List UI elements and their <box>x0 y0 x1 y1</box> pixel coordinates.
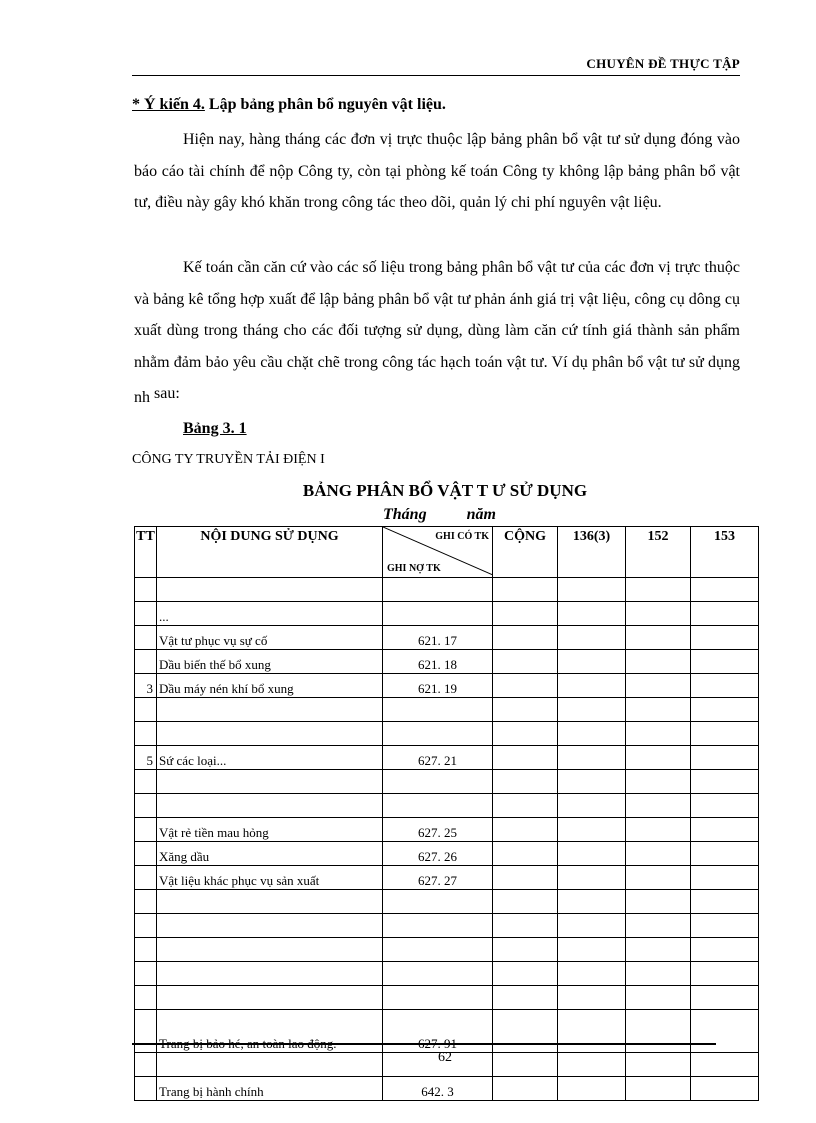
table-row <box>135 986 759 1010</box>
row-total <box>493 866 558 890</box>
row-content <box>157 938 383 962</box>
row-content: Dầu biến thế bổ xung <box>157 650 383 674</box>
row-account <box>383 578 493 602</box>
report-period <box>383 506 496 524</box>
row-tt <box>135 650 157 674</box>
row-tt <box>135 722 157 746</box>
section-marker: * Ý kiến 4. <box>132 96 205 113</box>
row-153 <box>691 962 759 986</box>
row-tt <box>135 626 157 650</box>
row-tt: 3 <box>135 674 157 698</box>
row-153 <box>691 746 759 770</box>
row-account: 621. 18 <box>383 650 493 674</box>
header-content: NỘI DUNG SỬ DỤNG <box>157 527 383 578</box>
row-total <box>493 842 558 866</box>
row-152 <box>626 770 691 794</box>
table-row <box>135 746 759 770</box>
paragraph-2-nh: nh <box>134 389 150 406</box>
row-tt <box>135 986 157 1010</box>
row-152 <box>626 626 691 650</box>
row-136-3 <box>558 626 626 650</box>
row-content: ... <box>157 602 383 626</box>
row-153 <box>691 770 759 794</box>
row-total <box>493 578 558 602</box>
row-account <box>383 770 493 794</box>
row-136-3 <box>558 986 626 1010</box>
row-136-3 <box>558 602 626 626</box>
row-content: Vật liệu khác phục vụ sản xuất <box>157 866 383 890</box>
table-row <box>135 962 759 986</box>
row-content: Vật tư phục vụ sự cố <box>157 626 383 650</box>
row-153 <box>691 794 759 818</box>
row-total <box>493 770 558 794</box>
paragraph-2-tail: sau: <box>150 385 180 402</box>
table-row <box>135 650 759 674</box>
row-153 <box>691 818 759 842</box>
row-total <box>493 674 558 698</box>
row-152 <box>626 914 691 938</box>
row-tt <box>135 1077 157 1101</box>
row-tt <box>135 602 157 626</box>
paragraph-2-text: Kế toán cần căn cứ vào các số liệu trong bảng phân bổ vật tư của các đơn vị trực thuộc và bảng kê tổng hợp xuất để lập bảng phân bổ vật tư phản ánh giá trị vật liệu, công cụ dông cụ xuất dùng trong tháng cho các đối tượng sử dụng, dùng làm căn cứ tính giá thành sản phẩm nhằm đảm bảo yêu cầu chặt chẽ trong công tác hạch toán vật tư. Ví dụ phân bổ vật tư sử dụng <box>134 259 740 371</box>
table-row <box>135 674 759 698</box>
header-153: 153 <box>691 527 759 578</box>
row-153 <box>691 578 759 602</box>
row-account: 627. 25 <box>383 818 493 842</box>
row-total <box>493 698 558 722</box>
row-total <box>493 986 558 1010</box>
row-total <box>493 962 558 986</box>
row-total <box>493 890 558 914</box>
header-account-diagonal <box>383 527 493 578</box>
row-136-3 <box>558 962 626 986</box>
row-152 <box>626 818 691 842</box>
company-name: CÔNG TY TRUYỀN TẢI ĐIỆN I <box>132 452 325 467</box>
table-header-row <box>135 527 759 578</box>
row-136-3 <box>558 818 626 842</box>
row-account <box>383 938 493 962</box>
table-row <box>135 602 759 626</box>
row-tt <box>135 962 157 986</box>
header-debit: GHI NỢ TK <box>387 563 441 574</box>
row-content <box>157 914 383 938</box>
row-total <box>493 722 558 746</box>
row-total <box>493 746 558 770</box>
row-136-3 <box>558 866 626 890</box>
row-136-3 <box>558 674 626 698</box>
row-total <box>493 794 558 818</box>
row-content <box>157 698 383 722</box>
header-credit: GHI CÓ TK <box>435 531 489 542</box>
row-total <box>493 818 558 842</box>
row-total <box>493 626 558 650</box>
row-tt: 5 <box>135 746 157 770</box>
allocation-table <box>134 526 759 1101</box>
row-account <box>383 986 493 1010</box>
row-136-3 <box>558 770 626 794</box>
row-tt <box>135 866 157 890</box>
table-row <box>135 722 759 746</box>
row-total <box>493 602 558 626</box>
row-153 <box>691 698 759 722</box>
row-152 <box>626 722 691 746</box>
row-153 <box>691 674 759 698</box>
row-content <box>157 770 383 794</box>
paragraph-1: Hiện nay, hàng tháng các đơn vị trực thuộc lập bảng phân bổ vật tư sử dụng đóng vào báo cáo tài chính để nộp Công ty, còn tại phòng kế toán Công ty không lập bảng phân bổ vật tư, điều này gây khó khăn trong công tác theo dõi, quản lý chi phí nguyên vật liệu. <box>134 131 740 211</box>
row-total <box>493 914 558 938</box>
row-content: Vật rẻ tiền mau hỏng <box>157 818 383 842</box>
row-content: Trang bị bảo hé, an toàn lao động. <box>157 1010 383 1053</box>
row-136-3 <box>558 1010 626 1053</box>
row-account <box>383 914 493 938</box>
row-136-3 <box>558 746 626 770</box>
row-136-3 <box>558 722 626 746</box>
row-tt <box>135 578 157 602</box>
header-total: CỘNG <box>493 527 558 578</box>
table-row <box>135 818 759 842</box>
row-136-3 <box>558 938 626 962</box>
row-152 <box>626 650 691 674</box>
row-153 <box>691 890 759 914</box>
row-total <box>493 1010 558 1053</box>
table-row <box>135 914 759 938</box>
header-rule <box>132 75 740 76</box>
header-136-3: 136(3) <box>558 527 626 578</box>
row-136-3 <box>558 1077 626 1101</box>
row-account <box>383 890 493 914</box>
row-tt <box>135 818 157 842</box>
page-number: 62 <box>438 1050 452 1065</box>
row-152 <box>626 674 691 698</box>
row-153 <box>691 986 759 1010</box>
row-total <box>493 1077 558 1101</box>
row-136-3 <box>558 698 626 722</box>
row-136-3 <box>558 842 626 866</box>
row-total <box>493 650 558 674</box>
row-153 <box>691 1010 759 1053</box>
row-tt <box>135 1010 157 1053</box>
row-content <box>157 986 383 1010</box>
row-account <box>383 722 493 746</box>
row-tt <box>135 890 157 914</box>
row-content <box>157 890 383 914</box>
table-row <box>135 866 759 890</box>
row-content: Dầu máy nén khí bổ xung <box>157 674 383 698</box>
row-account <box>383 794 493 818</box>
header-152: 152 <box>626 527 691 578</box>
row-152 <box>626 578 691 602</box>
row-account: 642. 3 <box>383 1077 493 1101</box>
row-136-3 <box>558 794 626 818</box>
table-row <box>135 842 759 866</box>
table-row <box>135 626 759 650</box>
row-152 <box>626 938 691 962</box>
row-account: 627. 21 <box>383 746 493 770</box>
row-152 <box>626 986 691 1010</box>
section-title: Lập bảng phân bổ nguyên vật liệu. <box>204 96 446 113</box>
row-account <box>383 602 493 626</box>
table-row <box>135 890 759 914</box>
row-153 <box>691 602 759 626</box>
row-account: 627. 91 <box>383 1010 493 1053</box>
row-account: 627. 26 <box>383 842 493 866</box>
row-account: 621. 17 <box>383 626 493 650</box>
row-152 <box>626 602 691 626</box>
row-content: Sứ các loại... <box>157 746 383 770</box>
row-153 <box>691 866 759 890</box>
report-title: BẢNG PHÂN BỔ VẬT T Ư SỬ DỤNG <box>302 481 588 500</box>
header-tt: TT <box>135 527 157 578</box>
table-row <box>135 578 759 602</box>
row-152 <box>626 1010 691 1053</box>
row-152 <box>626 794 691 818</box>
row-content <box>157 794 383 818</box>
table-row <box>135 794 759 818</box>
row-152 <box>626 1077 691 1101</box>
row-account <box>383 962 493 986</box>
row-136-3 <box>558 890 626 914</box>
row-152 <box>626 890 691 914</box>
row-136-3 <box>558 650 626 674</box>
running-header: CHUYÊN ĐỀ THỰC TẬP <box>586 56 740 71</box>
table-row <box>135 1010 759 1053</box>
row-tt <box>135 794 157 818</box>
row-153 <box>691 1077 759 1101</box>
table-row <box>135 938 759 962</box>
paragraph-2 <box>134 252 740 410</box>
row-tt <box>135 698 157 722</box>
table-caption: Bảng 3. 1 <box>183 420 247 437</box>
row-tt <box>135 770 157 794</box>
report-month: Tháng <box>383 506 427 523</box>
row-content: Trang bị hành chính <box>157 1077 383 1101</box>
row-152 <box>626 842 691 866</box>
row-153 <box>691 842 759 866</box>
section-heading <box>132 96 446 114</box>
row-136-3 <box>558 914 626 938</box>
row-content <box>157 962 383 986</box>
row-136-3 <box>558 578 626 602</box>
row-153 <box>691 626 759 650</box>
row-account: 621. 19 <box>383 674 493 698</box>
row-152 <box>626 866 691 890</box>
footer-rule <box>132 1043 716 1045</box>
row-account: 627. 27 <box>383 866 493 890</box>
table-row <box>135 698 759 722</box>
row-153 <box>691 722 759 746</box>
row-tt <box>135 842 157 866</box>
report-year: năm <box>466 506 496 523</box>
row-tt <box>135 938 157 962</box>
row-content <box>157 722 383 746</box>
row-152 <box>626 698 691 722</box>
row-153 <box>691 914 759 938</box>
table-row <box>135 1077 759 1101</box>
row-total <box>493 938 558 962</box>
row-content <box>157 578 383 602</box>
table-row <box>135 770 759 794</box>
row-account <box>383 698 493 722</box>
row-152 <box>626 746 691 770</box>
row-153 <box>691 938 759 962</box>
row-content: Xăng dầu <box>157 842 383 866</box>
row-152 <box>626 962 691 986</box>
row-153 <box>691 650 759 674</box>
row-tt <box>135 914 157 938</box>
